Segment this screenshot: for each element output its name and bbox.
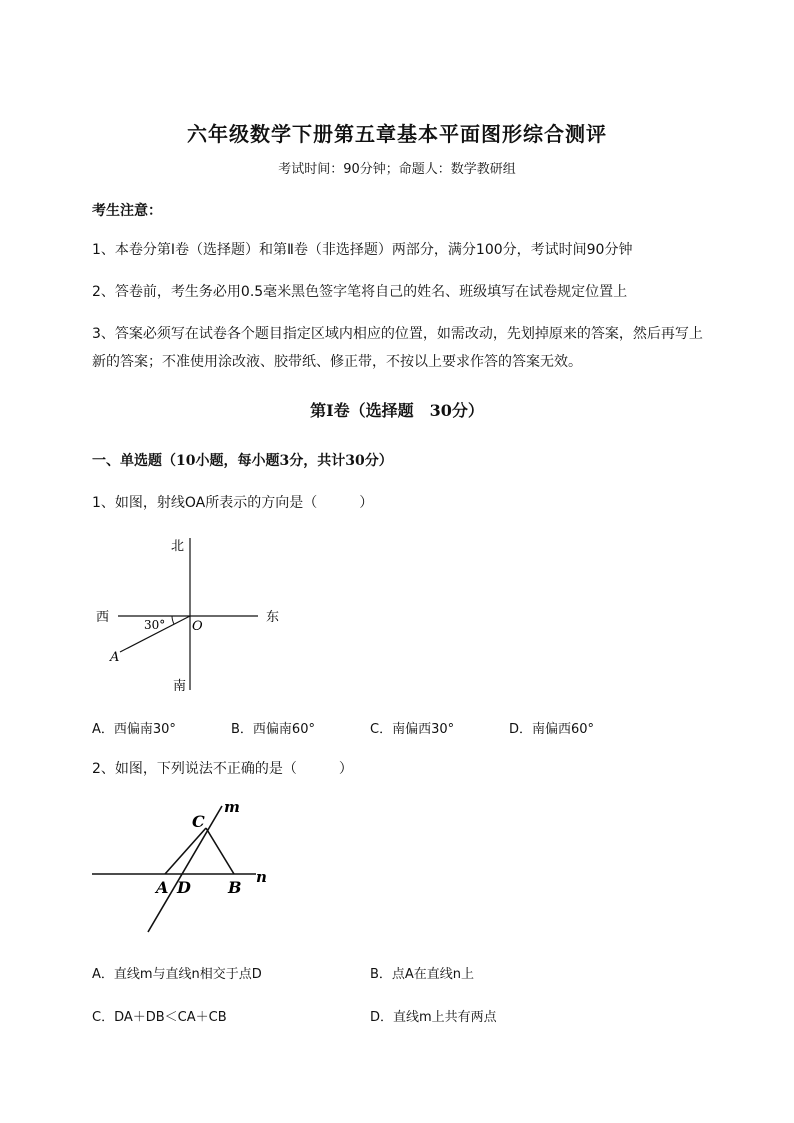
notice-item-1: 1、本卷分第Ⅰ卷（选择题）和第Ⅱ卷（非选择题）两部分，满分100分，考试时间90分钟 [92,242,633,258]
label-a: A [156,878,169,897]
label-east: 东 [266,610,280,625]
angle-arc [172,616,174,624]
compass-figure [88,530,298,700]
page-title: 六年级数学下册第五章基本平面图形综合测评 [187,122,607,146]
part-title: 一、单选题（10小题，每小题3分，共计30分） [92,453,393,469]
line-m [148,806,222,932]
q1-option-d: D．南偏西60° [509,722,595,737]
q2-option-c: C．DA＋DB＜CA＋CB [92,1010,227,1025]
label-n: n [256,868,267,886]
q2-option-b: B．点A在直线n上 [370,967,475,982]
exam-info: 考试时间：90分钟；命题人：数学教研组 [278,162,516,177]
label-b: B [228,878,242,897]
label-m: m [224,798,240,816]
notice-item-2: 2、答卷前，考生务必用0.5毫米黑色签字笔将自己的姓名、班级填写在试卷规定位置上 [92,284,628,300]
label-south: 南 [173,679,187,694]
q1-option-b: B．西偏南60° [231,722,315,737]
notice-heading: 考生注意： [92,203,162,219]
lines-figure [88,796,278,936]
q1-option-a: A．西偏南30° [92,722,176,737]
label-d: D [177,878,191,897]
label-origin: O [192,619,203,634]
label-angle: 30° [144,618,166,632]
label-point-a: A [110,650,120,665]
question-1-stem: 1、如图，射线OA所表示的方向是（ ） [92,495,374,511]
section-title: 第Ⅰ卷（选择题 30分） [310,401,484,420]
q2-option-a: A．直线m与直线n相交于点D [92,967,262,982]
q2-option-d: D．直线m上共有两点 [370,1010,497,1025]
label-c: C [192,812,205,831]
question-2-stem: 2、如图，下列说法不正确的是（ ） [92,761,353,777]
q1-option-c: C．南偏西30° [370,722,455,737]
label-north: 北 [171,539,185,554]
label-west: 西 [96,610,110,625]
notice-item-3: 3、答案必须写在试卷各个题目指定区域内相应的位置，如需改动，先划掉原来的答案，然后再写上新的答案；不准使用涂改液、胶带纸、修正带，不按以上要求作答的答案无效。 [92,326,703,370]
segment-cb [206,828,234,874]
